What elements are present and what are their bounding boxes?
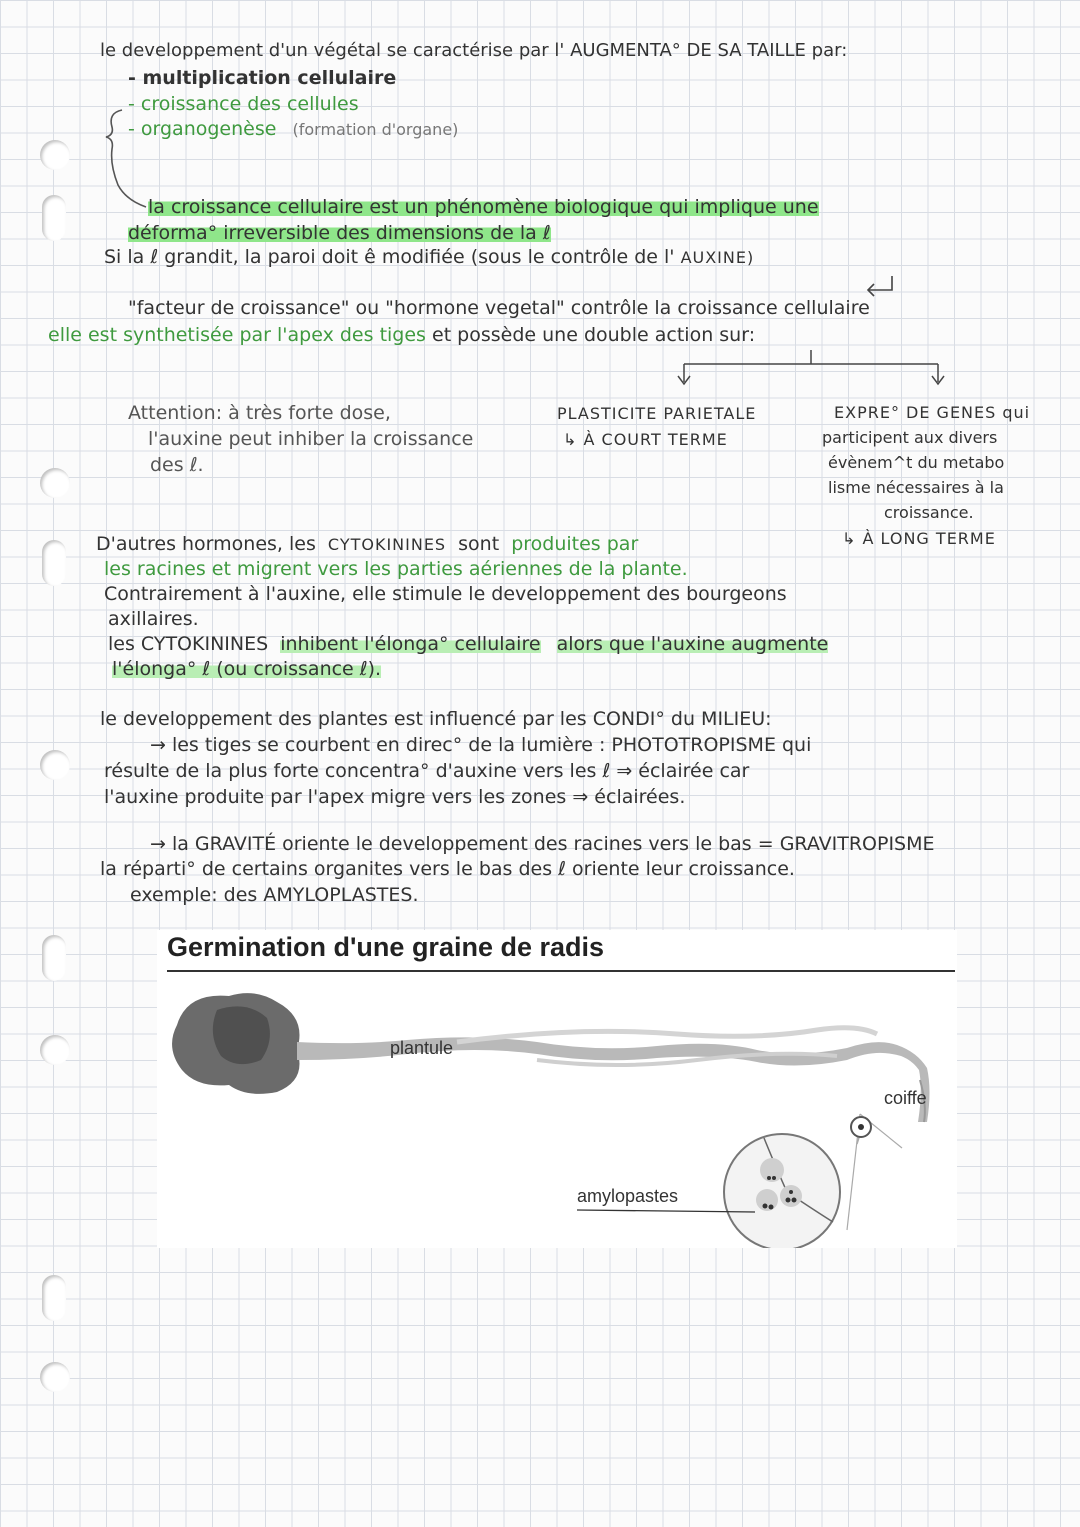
binder-hole — [40, 750, 70, 780]
si-la-cellule-text: Si la ℓ grandit, la paroi doit ê modifiée (sous le contrôle de l' — [104, 246, 675, 268]
expression-genes-5: croissance. — [884, 503, 974, 522]
synthese-line — [48, 324, 755, 347]
cyto5-a: les CYTOKININES — [108, 633, 269, 655]
milieu-line: le developpement des plantes est influencé par les CONDI° du MILIEU: — [100, 708, 772, 730]
synthese-suffix: et possède une double action sur: — [432, 324, 756, 346]
attention-line-2: l'auxine peut inhiber la croissance — [148, 428, 474, 450]
cytokinines-line-6 — [112, 658, 381, 681]
intro-line: le developpement d'un végétal se caractérise par l' AUGMENTA° DE SA TAILLE par: — [100, 40, 848, 61]
cytokinines-line-2: les racines et migrent vers les parties aériennes de la plante. — [104, 558, 688, 580]
definition-line-1 — [148, 196, 819, 219]
cytokinines-line-4: axillaires. — [108, 608, 199, 630]
binder-hole — [40, 468, 70, 498]
binder-slot — [42, 540, 66, 586]
bullet-croissance: - croissance des cellules — [128, 93, 359, 115]
gravitropisme-line-2: la réparti° de certains organites vers le bas des ℓ oriente leur croissance. — [100, 858, 795, 880]
figure-title: Germination d'une graine de radis — [167, 932, 605, 962]
definition-text-1: la croissance cellulaire est un phénomène biologique qui implique une — [148, 196, 819, 218]
cyto5-b: inhibent l'élonga° cellulaire — [280, 633, 541, 655]
phototropisme-line-2: résulte de la plus forte concentra° d'auxine vers les ℓ ⇒ éclairée car — [104, 760, 750, 782]
seedling-illustration — [157, 930, 957, 1248]
court-terme-label: ↳ À COURT TERME — [563, 430, 728, 449]
double-action-arrow — [670, 348, 960, 388]
plasticite-label: PLASTICITE PARIETALE — [557, 404, 757, 423]
binder-hole — [40, 1362, 70, 1392]
synthese-prefix: elle est — [48, 324, 118, 346]
binder-slot — [42, 935, 66, 981]
binder-slot — [42, 1275, 66, 1321]
brace-arrow — [100, 105, 150, 215]
cytokinines-line-1 — [96, 533, 638, 556]
expression-genes-3: évènem^t du metabo — [828, 453, 1005, 472]
binder-slot — [42, 195, 66, 241]
radish-germination-figure — [157, 930, 957, 1248]
synthese-green: synthetisée par l'apex des tiges — [123, 324, 426, 346]
gravitropisme-line-3: exemple: des AMYLOPLASTES. — [130, 884, 419, 906]
gravitropisme-line-1: → la GRAVITÉ oriente le developpement des racines vers le bas = GRAVITROPISME — [150, 833, 935, 855]
facteur-line: "facteur de croissance" ou "hormone vegetal" contrôle la croissance cellulaire — [128, 297, 870, 319]
cyto6-text: l'élonga° ℓ (ou croissance ℓ). — [112, 658, 382, 680]
coiffe-label: coiffe — [884, 1088, 927, 1108]
phototropisme-line-1: → les tiges se courbent en direc° de la lumière : PHOTOTROPISME qui — [150, 734, 812, 756]
phototropisme-line-3: l'auxine produite par l'apex migre vers les zones ⇒ éclairées. — [104, 786, 686, 808]
definition-text-2: déforma° irreversible des dimensions de la ℓ — [128, 222, 551, 244]
cyto1-a: D'autres hormones, les — [96, 533, 316, 555]
cyto1-c: sont — [458, 533, 500, 555]
bullet-organogenese — [128, 118, 458, 141]
expression-genes-4: lisme nécessaires à la — [828, 478, 1004, 497]
expression-genes-2: participent aux divers — [822, 428, 998, 447]
organogenese-text: - organogenèse — [128, 118, 277, 140]
definition-line-2 — [128, 222, 551, 245]
cytokinines-line-5 — [108, 633, 828, 656]
attention-line-3: des ℓ. — [150, 454, 204, 476]
cytokinines-line-3: Contrairement à l'auxine, elle stimule le developpement des bourgeons — [104, 583, 787, 605]
cyto1-d: produites par — [511, 533, 639, 555]
auxine-word: AUXINE) — [680, 248, 755, 267]
plantule-label: plantule — [390, 1038, 454, 1058]
cyto5-c: alors que l'auxine augmente — [556, 633, 829, 655]
attention-line-1: Attention: à très forte dose, — [128, 402, 391, 424]
cytokinines-word: CYTOKININES — [327, 535, 447, 554]
amylopastes-label: amylopastes — [577, 1186, 679, 1206]
bullet-multiplication: - multiplication cellulaire — [128, 67, 397, 89]
binder-hole — [40, 140, 70, 170]
si-la-cellule-line — [104, 246, 754, 269]
organogenese-note: (formation d'organe) — [292, 120, 459, 139]
binder-hole — [40, 1035, 70, 1065]
expression-genes-1: EXPRE° DE GENES qui — [834, 403, 1031, 422]
long-terme-label: ↳ À LONG TERME — [842, 529, 996, 548]
